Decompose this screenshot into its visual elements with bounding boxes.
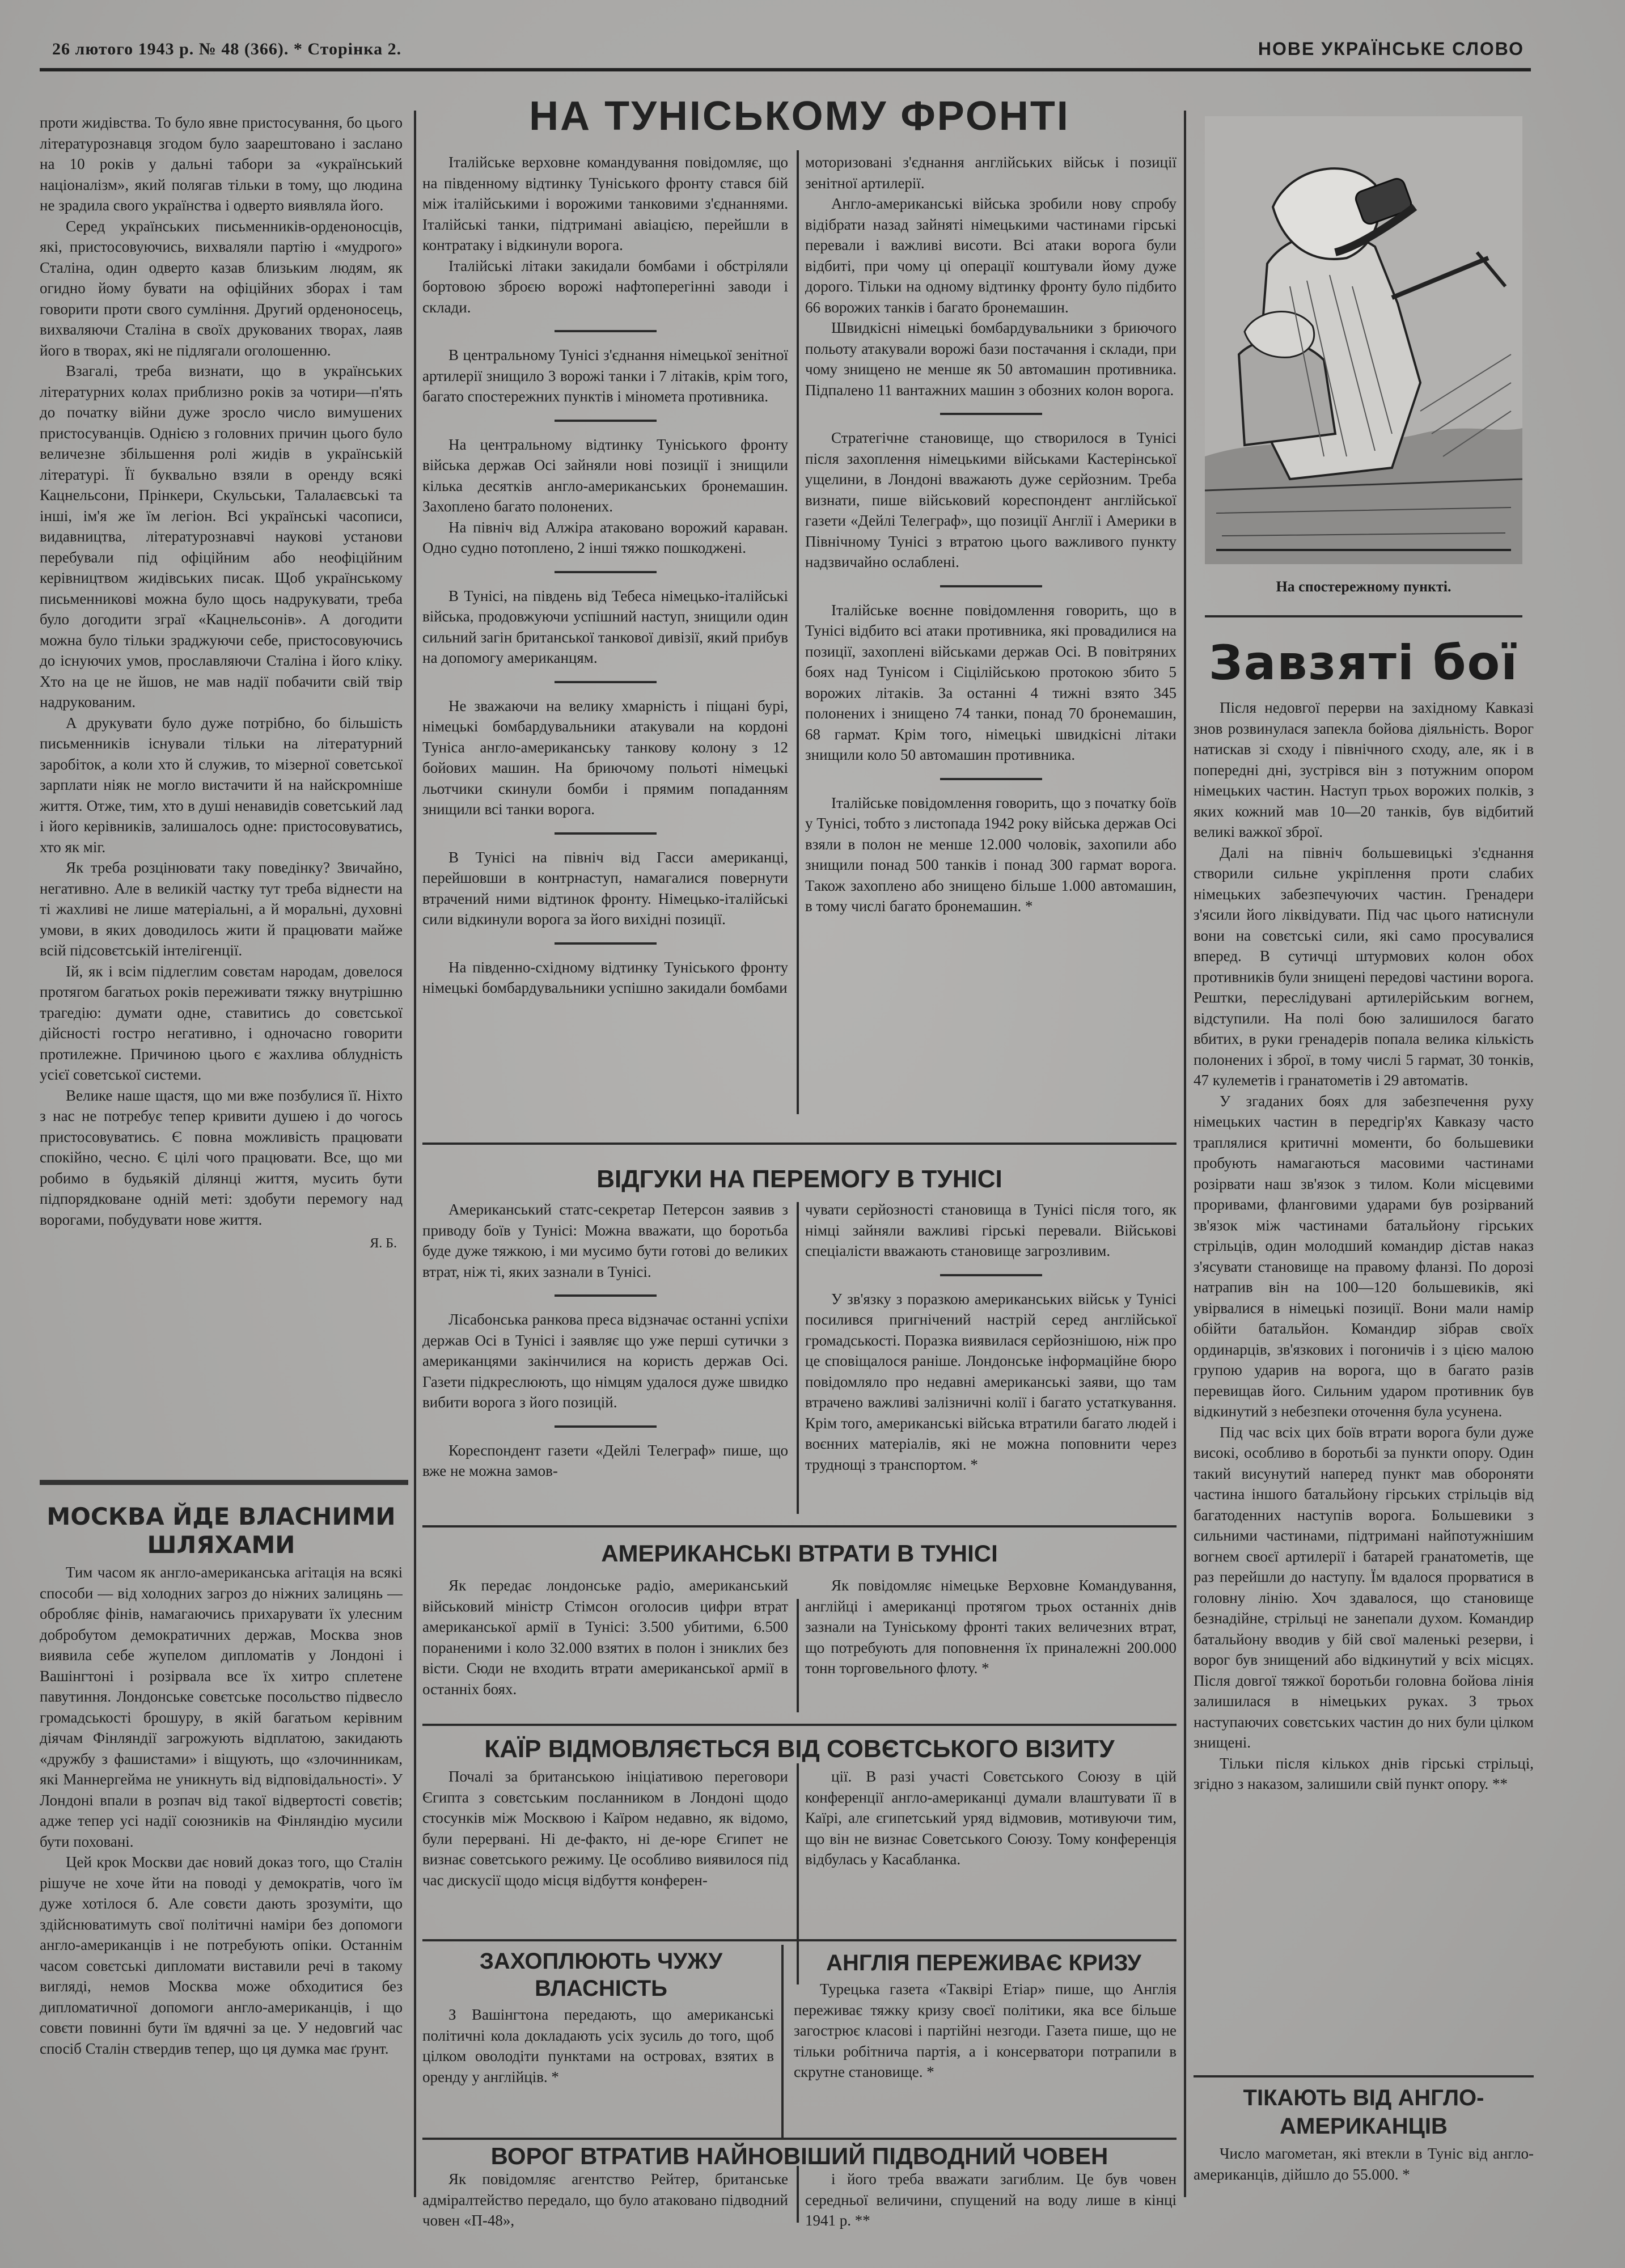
- paragraph: В центральному Тунісі з'єднання німецької зенітної артилерії знищило 3 ворожі танки і 7 літаків, крім того, багато спостережних пунктів і міномета противника.: [422, 346, 788, 405]
- paragraph: У згаданих боях для забезпечення руху німецьких частин в передгір'ях Кавказу часто траплялися критичні моменти, бо большевики пробують намагаються масовими частинами розірвати наш зв'язок з тилом. Коли місцевими проривами, фланговими ударами був розірваний зв'язок між частинами батальйону гірських стрільців, один молодший командир дістав наказ з'ясувати становище на правому фланзі. По дорозі натрапив він на 100—120 большевиків, які увірвалися в німецькі позиції. Вони мали намір обійти батальйон. Командир зібрав своїх ординарців, зв'язкових і погоничів і з цією малою групою ударив на ворога, що в багато разів перевищав його. Сильним ударом противник був відкинутий з небезпеки оточення була усунена.: [1194, 1092, 1534, 1420]
- paragraph: Почалі за британською ініціативою переговори Єгипта з совєтським посланником в Лондоні щодо стосунків між Москвою і Каїром недавно, як відомо, були перервані. Ні де-факто, ні де-юре Єгипет не визнає советського режиму. Це особливо виявилося під час дискусії щодо місця відбуття конферен-: [422, 1768, 788, 1889]
- separator-rule: [940, 585, 1042, 587]
- section-rule: [422, 1724, 1177, 1726]
- tunis-column-a: [422, 152, 788, 1096]
- column-rule: [414, 111, 416, 2197]
- paragraph: і його треба вважати загиблим. Це був човен середньої величини, спущений на воду лише в кінці 1941 р. **: [805, 2170, 1177, 2229]
- paragraph: В Тунісі на північ від Гасси американці, перейшовши в контрнаступ, намагалися повернути втрачений ними відтинок фронту. Німецько-італійські сили відкинули ворога за його вихідні позиції.: [422, 848, 788, 928]
- england-crisis-headline: АНГЛІЯ ПЕРЕЖИВАЄ КРИЗУ: [826, 1950, 1141, 1975]
- soldiers-drawing: [1205, 116, 1522, 564]
- paragraph: Не зважаючи на велику хмарність і піщані бурі, німецькі бомбардувальники атакували на кордоні Туніса англо-американську танкову колону з 12 бойових машин. На бриючому польоті німецькі льотчики скинули бомби і прямим попаданням знищили всі танки ворога.: [422, 697, 788, 818]
- paragraph: ції. В разі участі Совєтського Союзу в цій конференції англо-американці думали влаштувати її в Каїрі, але єгипетський уряд відмовив, мотивуючи тим, що він не визнає Советського Союзу. Тому конференція відбулась у Касабланка.: [805, 1768, 1177, 1868]
- separator-rule: [555, 942, 657, 945]
- american-losses-headline: АМЕРИКАНСЬКІ ВТРАТИ В ТУНІСІ: [601, 1540, 998, 1567]
- paragraph: Турецька газета «Таквірі Етіар» пише, що Англія переживає тяжку кризу своєї політики, яка все більше загострює класові і партійні незгоди. Газета пише, що не тільки робітнича партія, а і консерватори потрапили в скрутне становище. *: [794, 1981, 1177, 2080]
- paragraph: Як треба розцінювати таку поведінку? Звичайно, негативно. Але в великій частку тут треба віднести на ті жахливі не лише матеріальні, а й моральні, духовні умови, в яких доводилось жити й працювати майже всій підсовєтській інтелігенції.: [40, 859, 403, 959]
- paragraph: Англо-американські війська зробили нову спробу відібрати назад зайняті німецькими частинами гірські перевали і важливі висоти. Всі атаки ворога були відбиті, при чому ці операції коштували йому дуже дорого. Тільки на одному відтинку фронту було підбито 66 ворожих танків і багато бронемашин.: [805, 195, 1177, 316]
- tunis-front-headline: НА ТУНІСЬКОМУ ФРОНТІ: [529, 94, 1070, 139]
- paragraph: У зв'язку з поразкою американських військ у Тунісі посилився пригнічений настрій серед англійської громадськості. Поразка виявилася серйознішою, ніж про це сповіщалося раніше. Лондонське інформаційне бюро повідомляло про недавні американські заяви, що там втрачено важливі залізничні колії і багато устаткування. Крім того, американські війська втратили багато людей і воєнних матеріалів, які не можна поповнити через труднощі з транспортом. *: [805, 1290, 1177, 1473]
- zavzyati-headline: Завзяті бої: [1208, 635, 1519, 691]
- section-rule: [422, 1525, 1177, 1527]
- column-rule: [797, 1599, 799, 1712]
- tunis-column-b: [805, 152, 1177, 1096]
- separator-rule: [940, 778, 1042, 780]
- paragraph: Стратегічне становище, що створилося в Тунісі після захоплення німецькими військами Кастерінської ущелини, в Лондоні вважають дуже серйозним. Треба визнати, пише військовий кореспондент англійської газети «Дейлі Телеграф», що позиції Англії і Америки в Північному Тунісі з втратою цього важливого пункту надзвичайно ослаблені.: [805, 429, 1177, 570]
- paragraph: З Вашінгтона передають, що американські політичні кола докладають усіх зусиль до того, щоб цілком оволодіти пунктами на островах, взятих в оренду у англійців. *: [422, 2006, 774, 2085]
- kair-column-a: [422, 1766, 788, 1936]
- separator-rule: [555, 420, 657, 422]
- section-rule: [422, 1939, 1177, 1941]
- separator-rule: [555, 1425, 657, 1428]
- paragraph: На південно-східному відтинку Туніського фронту німецькі бомбардувальники успішно закидали бомбами: [422, 958, 788, 996]
- submarine-column-a: [422, 2169, 788, 2234]
- paragraph: Італійські літаки закидали бомбами і обстріляли бортовою зброєю ворожі нафтоперегінні заводи і склади.: [422, 257, 788, 316]
- paragraph: проти жидівства. То було явне пристосування, бо цього літературознавця згодом було заарештовано і заслано на 10 років у дальні табори за «український націоналізм», який полягав тільки в тому, що людина не зрадила свого українства і одверто виявляла його.: [40, 114, 403, 214]
- paragraph: Італійське воєнне повідомлення говорить, що в Тунісі відбито всі атаки противника, які провадилися на позиції, захоплені військами держав Осі. В повітряних боях над Тунісом і Сіцілійською протокою збито 5 ворожих літаків. За останні 4 тижні взято 345 полонених і знищено 74 танки, понад 70 бронемашин, 68 гармат. Крім того, німецькі швидкісні літаки знищили коло 50 автомашин противника.: [805, 601, 1177, 763]
- column-rule: [797, 2166, 799, 2223]
- submarine-column-b: [805, 2169, 1177, 2234]
- american-losses-column-a: [422, 1575, 788, 1724]
- paragraph: Швидкісні німецькі бомбардувальники з бриючого польоту атакували ворожі бази постачання і склади, при чому знищено не менше як 50 автомашин противника. Підпалено 11 вантажних машин з обозних колон ворога.: [805, 319, 1177, 399]
- separator-rule: [555, 330, 657, 332]
- section-rule: [1205, 615, 1522, 617]
- section-rule: [422, 1143, 1177, 1145]
- foreign-property-article: [422, 2004, 774, 2135]
- separator-rule: [555, 571, 657, 573]
- paragraph: Тим часом як англо-американська агітація на всякі способи — від холодних загроз до ніжних залицянь — обробляє фінів, намагаючись прихарувати їх улесним добробутом демократичних держав, Москва знов виявила себе жупелом дипломатів у Лондоні і Вашінгтоні і розірвала все їх хитро сплетене павутиння. Лондонське совєтське посольство підвесло громадськості брошуру, в якій багатьом керівним діячам Фінляндії загрожують відплатою, закидають «дружбу з фашистами» і віщують, що «злочинникам, які Маннергейма не уникнуть від відповідальності». У Лондоні впали в розпач від такої відвертості совєтів; адже тепер усі надії союзників на Фінляндію мусили бути поховані.: [40, 1564, 403, 1850]
- paragraph: Після недовгої перерви на західному Кавказі знов розвинулася запекла бойова діяльність. Ворог натискав зі сходу і північного сходу, але, як і в попередні дні, зустрівся він з потужним опором німецьких частин. Наступ трьох ворожих полків, з яких кожний мав 10—20 танків, був відбитий великі важкої зброї.: [1194, 699, 1534, 840]
- paragraph: моторизовані з'єднання англійських військ і позиції зенітної артилерії.: [805, 154, 1177, 192]
- paragraph: Взагалі, треба визнати, що в українських літературних колах приблизно років за чотири—п'ять до початку війни дуже зросло число вимушених пристосуванців. Однією з головних причин цього було величезне збільшення ролі жидів в українській літературі. Її буквально взяли в оренду всякі Кацнельсони, Прінкери, Скульськи, Талалаєвські та інші, ім'я же їм легіон. Всі українські часописи, видавництва, літературознавчі наукові установи перебували під офіційним або неофіційним керівництвом жидівських писак. Щоб українському письменникові можна було щось надрукувати, треба було догодити зграї «Кацнельсонів». А догодити можна було тільки зраджуючи себе, пристосовуючись до існуючих умов, прославляючи Сталіна і його кліку. Хто на це не йшов, не мав надії побачити свій твір надрукованим.: [40, 362, 403, 710]
- separator-rule: [940, 1274, 1042, 1276]
- issue-date-line: 26 лютого 1943 р. № 48 (366). * Сторінка 2.: [52, 40, 402, 58]
- paragraph: Як повідомляє німецьке Верховне Командування, англійці і американці протягом трьох останніх днів зазнали на Туніському фронті таких величезних втрат, що потребують для поповнення їх приналежні 200.000 тонн торговельного флоту. *: [805, 1577, 1177, 1677]
- newspaper-name: НОВЕ УКРАЇНСЬКЕ СЛОВО: [1258, 39, 1524, 59]
- paragraph: Цей крок Москви дає новий доказ того, що Сталін рішуче не хоче йти на поводі у демократів, чого їм дуже хотілося б. Але совєти дають зрозуміти, що здійснюватимуть свої політичні наміри без допомоги англо-американців і не потребують опіки. Останнім часом совєтські дипломати виставили речі в такому вигляді, немов Москва може обходитися без дипломатичної допомоги англо-американців, і що совєти повинні бути їм вдячні за це. У недовгий час спосіб Сталін ствердив тепер, що ця думка має ґрунт.: [40, 1854, 403, 2057]
- paragraph: А друкувати було дуже потрібно, бо більшість письменників існували тільки на літературний заробіток, а коли хто й служив, то мізерної советської зарплати ніяк не могло вистачити й на найскромніше життя. Отже, тим, хто в душі ненавидів советський лад і його керівників, залишалось одне: пристосовуватись, хто як міг.: [40, 714, 403, 856]
- paragraph: Як передає лондонське радіо, американський військовий міністр Стімсон оголосив цифри втрат американської армії в Тунісі: 3.500 убитими, 6.500 пораненими і коло 32.000 взятих в полон і зниклих без вісти. Сюди не входить втрати американської армії в останніх боях.: [422, 1577, 788, 1698]
- paragraph: Італійське повідомлення говорить, що з початку боїв у Тунісі, тобто з листопада 1942 року війська держав Осі взяли в полон не менше 12.000 чоловік, захопили або знищили понад 500 танків і понад 300 гармат ворога. Також захоплено або знищено більше 1.000 автомашин, в тому числі багато бронемашин. *: [805, 794, 1177, 915]
- england-crisis-article: [794, 1979, 1177, 2138]
- paragraph: Італійське верховне командування повідомляє, що на південному відтинку Туніського фронту стався бій між італійськими і ворожими танковими з'єднаннями. Італійські танки, підтримані авіацією, перейшли в контратаку і відкинули ворога.: [422, 154, 788, 253]
- section-rule: [40, 1480, 408, 1485]
- separator-rule: [555, 832, 657, 835]
- column-rule: [781, 1945, 784, 2138]
- author-signature: Я. Б.: [370, 1236, 397, 1251]
- section-rule: [1194, 2075, 1534, 2077]
- fleeing-headline: ТІКАЮТЬ ВІД АНГЛО-АМЕРИКАНЦІВ: [1243, 2085, 1484, 2139]
- moskva-article: [40, 1562, 403, 2200]
- column-rule: [1184, 111, 1186, 2197]
- paragraph: Лісабонська ранкова преса відзначає останні успіхи держав Осі в Тунісі і заявляє що уже перші сутички з американцями закінчилися на користь держав Осі. Газети підкреслюють, що німцям удалося дуже швидко вибити ворога з його позицій.: [422, 1311, 788, 1411]
- fleeing-article: [1194, 2143, 1534, 2228]
- paragraph: На центральному відтинку Туніського фронту війська держав Осі зайняли нові позиції і знищили кілька десятків англо-американських бронемашин. Захоплено багато полонених.: [422, 435, 788, 515]
- separator-rule: [555, 681, 657, 683]
- paragraph: Кореспондент газети «Дейлі Телеграф» пише, що вже не можна замов-: [422, 1441, 788, 1479]
- kair-column-b: [805, 1766, 1177, 1936]
- illustration-caption: На спостережному пункті.: [1276, 578, 1452, 595]
- zavzyati-article: [1194, 697, 1534, 2081]
- section-rule: [422, 2138, 1177, 2140]
- kair-headline: КАЇР ВІДМОВЛЯЄТЬСЯ ВІД СОВЄТСЬКОГО ВІЗИТУ: [484, 1735, 1115, 1763]
- vidguky-column-a: [422, 1199, 788, 1514]
- column-rule: [797, 1202, 799, 1514]
- paragraph: В Тунісі, на південь від Тебеса німецько-італійські війська, продовжуючи успішний наступ, знищили один сильний загін британської танкової дивізії, який прибув на допомогу американцям.: [422, 587, 788, 666]
- paragraph: На північ від Алжіра атаковано ворожий караван. Одно судно потоплено, 2 інші тяжко пошкоджені.: [422, 518, 788, 556]
- vidguky-column-b: [805, 1199, 1177, 1514]
- moskva-headline: МОСКВА ЙДЕ ВЛАСНИМИ ШЛЯХАМИ: [46, 1503, 396, 1559]
- paragraph: Велике наше щастя, що ми вже позбулися її. Ніхто з нас не потребує тепер кривити душею і до чогось пристосовуватись. Є повна можливість працювати спокійно, чесно. Є цілі чого працювати. Все, що ми робимо в будьякій ділянці життя, мусить бути підпорядковане одній меті: здобути перемогу над ворогами, побудувати нове життя.: [40, 1086, 403, 1228]
- paragraph: чувати серйозності становища в Тунісі після того, як німці зайняли важливі гірські перевали. Військові спеціалісти вважають становище загрозливим.: [805, 1201, 1177, 1259]
- paragraph: Під час всіх цих боїв втрати ворога були дуже високі, особливо в боротьбі за пункти опору. Один такий висунутий наперед пункт мав обороняти частина іншого батальйону гірських стрільців від багатоденних наступів ворога. Большевики з сильними частинами, підтримані найпотужнішим вогнем своєї артилерії і батарей гранатометів, ще раз перейшли до наступу. Їм вдалося прорватися в головну лінію. Хоч здавалося, що становище безнадійне, стрільці не занепали духом. Командир батальйону вводив у бій свої маленькі резерви, і ворог був знищений або відкинутий у всіх місцях. Після довгої тяжкої боротьби головна бойова лінія залишилася в німецьких руках. З трьох наступаючих совєтських частин до них були цілком знищені.: [1194, 1423, 1534, 1751]
- paragraph: Серед українських письменників-орденоносців, які, пристосовуючись, вихваляли партію і «мудрого» Сталіна, один одверто казав близьким людям, як огидно йому бувати на офіційних зборах і там говорити проти свого сумління. Другий орденоносець, вихваляючи Сталіна в своїх друкованих творах, лаяв його в творах, які не підлягали оголошенню.: [40, 217, 403, 359]
- separator-rule: [555, 1294, 657, 1297]
- paragraph: Ій, як і всім підлеглим совєтам народам, довелося протягом багатьох років переживати тяжку внутрішню трагедію: думати одне, ставитись до совєтської дійсності гостро негативно, і одночасно говорити протилежне. Причиною цього є жахлива облудність усієї советської системи.: [40, 962, 403, 1083]
- paragraph: Американський статс-секретар Петерсон заявив з приводу боїв у Тунісі: Можна вважати, що боротьба буде дуже тяжкою, і ми мусимо бути готові до великих втрат, ніж ті, яких зазнали в Тунісі.: [422, 1201, 788, 1280]
- american-losses-column-b: [805, 1575, 1177, 1724]
- paragraph: Далі на північ большевицькі з'єднання створили сильне укріплення проти слабих німецьких забезпечуючих частин. Гренадери з'ясили його ліквідувати. Під час цього натиснули вони на совєтські сили, які само просувалися вперед. В сутичці штурмових колон обох противників були знищені передові частини ворога. Рештки, переслідувані артилерійським вогнем, відступили. На полі бою залишилося багато вбитих, в руки гренадерів попала велика кількість полонених і зброї, в тому числі 5 гармат, 30 тонків, 47 кулеметів і гранатометів і 29 автоматів.: [1194, 844, 1534, 1089]
- paragraph: Число магометан, які втекли в Туніс від англо-американців, дійшло до 55.000. *: [1194, 2145, 1534, 2183]
- vidguky-headline: ВІДГУКИ НА ПЕРЕМОГУ В ТУНІСІ: [596, 1165, 1002, 1193]
- paragraph: Тільки після кількох днів гірські стрільці, згідно з наказом, залишили свій пункт опору. **: [1194, 1754, 1534, 1792]
- separator-rule: [940, 413, 1042, 415]
- header-rule: [40, 68, 1531, 71]
- submarine-headline: ВОРОГ ВТРАТИВ НАЙНОВІШИЙ ПІДВОДНИЙ ЧОВЕН: [490, 2143, 1108, 2169]
- observation-post-illustration: [1205, 116, 1522, 564]
- column-rule: [797, 150, 799, 1114]
- foreign-property-headline: ЗАХОПЛЮЮТЬ ЧУЖУ ВЛАСНІСТЬ: [479, 1949, 723, 2001]
- paragraph: Як повідомляє агентство Рейтер, британське адміралтейство передало, що було атаковано підводний човен «П-48»,: [422, 2170, 788, 2229]
- article-continuation: [40, 112, 403, 1473]
